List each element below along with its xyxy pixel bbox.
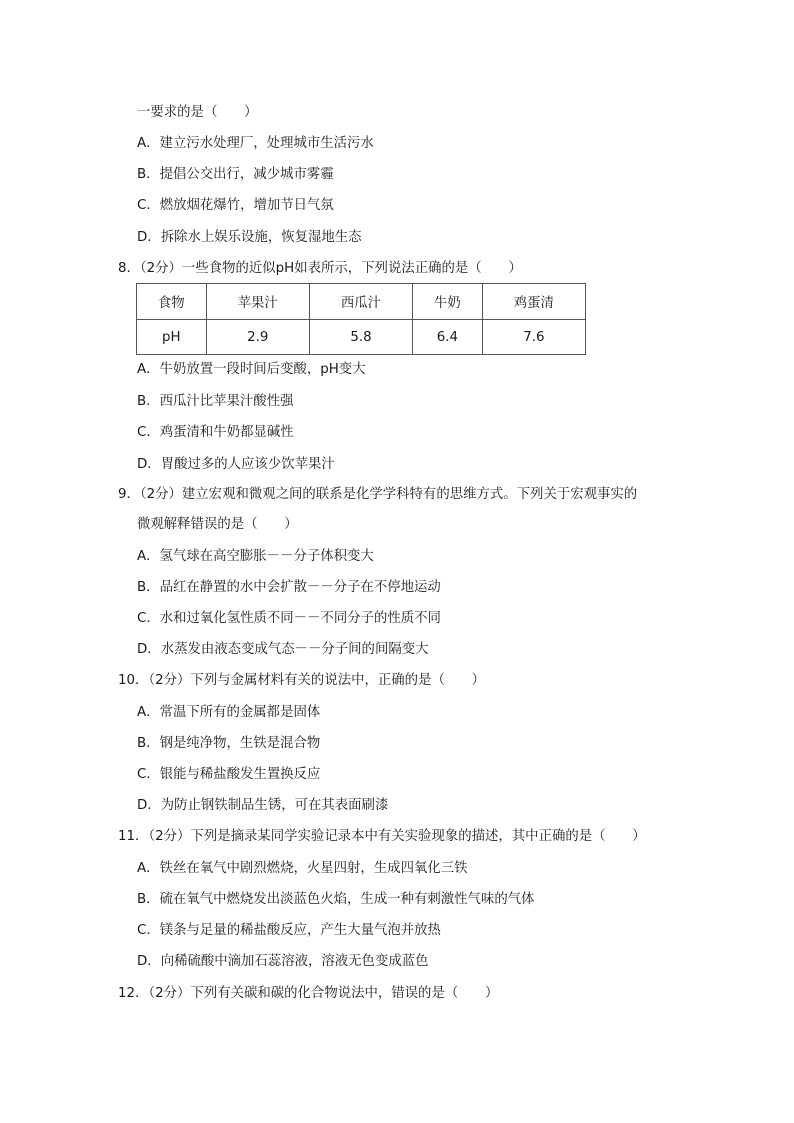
- q9-option-c: C．水和过氧化氢性质不同－－不同分子的性质不同: [137, 611, 441, 626]
- q10-option-c: C．银能与稀盐酸发生置换反应: [137, 767, 321, 782]
- q9-option-b: B．品红在静置的水中会扩散－－分子在不停地运动: [137, 580, 441, 595]
- q11-option-b: B．硫在氧气中燃烧发出淡蓝色火焰，生成一种有刺激性气味的气体: [137, 892, 535, 907]
- ph-table-cell: 2.9: [206, 320, 309, 355]
- ph-table-cell: 7.6: [482, 320, 585, 355]
- q9-option-d: D．水蒸发由液态变成气态－－分子间的间隔变大: [137, 642, 429, 657]
- prev-option-a: A．建立污水处理厂，处理城市生活污水: [137, 136, 374, 151]
- q8-stem: 8．（2分）一些食物的近似pH如表所示，下列说法正确的是（ ）: [118, 261, 522, 276]
- q10-stem: 10．（2分）下列与金属材料有关的说法中，正确的是（ ）: [118, 673, 486, 688]
- q10-option-d: D．为防止钢铁制品生锈，可在其表面刷漆: [137, 798, 389, 813]
- q10-option-b: B．钢是纯净物，生铁是混合物: [137, 736, 321, 751]
- q10-option-a: A．常温下所有的金属都是固体: [137, 705, 321, 720]
- q8-option-a: A．牛奶放置一段时间后变酸，pH变大: [137, 362, 366, 377]
- ph-table-header-cell: 西瓜汁: [309, 284, 412, 320]
- q9-stem-line2: 微观解释错误的是（ ）: [137, 517, 298, 532]
- q11-stem: 11．（2分）下列是摘录某同学实验记录本中有关实验现象的描述，其中正确的是（ ）: [118, 829, 646, 844]
- ph-table-header-cell: 苹果汁: [206, 284, 309, 320]
- q9-stem-line1: 9．（2分）建立宏观和微观之间的联系是化学学科特有的思维方式。下列关于宏观事实的: [118, 487, 638, 502]
- q12-stem: 12．（2分）下列有关碳和碳的化合物说法中，错误的是（ ）: [118, 986, 499, 1001]
- prev-question-continuation: 一要求的是（ ）: [137, 105, 258, 120]
- q8-option-d: D．胃酸过多的人应该少饮苹果汁: [137, 457, 335, 472]
- ph-table: [136, 283, 586, 355]
- ph-table-cell: pH: [137, 320, 207, 355]
- prev-option-c: C．燃放烟花爆竹，增加节日气氛: [137, 198, 334, 213]
- ph-table-cell: 5.8: [309, 320, 412, 355]
- prev-option-d: D．拆除水上娱乐设施，恢复湿地生态: [137, 230, 362, 245]
- prev-option-b: B．提倡公交出行，减少城市雾霾: [137, 167, 334, 182]
- q8-option-b: B．西瓜汁比苹果汁酸性强: [137, 394, 294, 409]
- q11-option-a: A．铁丝在氧气中剧烈燃烧，火星四射，生成四氧化三铁: [137, 861, 468, 876]
- ph-table-header-cell: 鸡蛋清: [482, 284, 585, 320]
- ph-table-header-cell: 食物: [137, 284, 207, 320]
- ph-table-header-row: [137, 284, 586, 320]
- ph-table-cell: 6.4: [413, 320, 483, 355]
- q11-option-c: C．镁条与足量的稀盐酸反应，产生大量气泡并放热: [137, 923, 441, 938]
- ph-table-header-cell: 牛奶: [413, 284, 483, 320]
- ph-table-value-row: [137, 320, 586, 355]
- q11-option-d: D．向稀硫酸中滴加石蕊溶液，溶液无色变成蓝色: [137, 954, 429, 969]
- q9-option-a: A．氢气球在高空膨胀－－分子体积变大: [137, 549, 374, 564]
- q8-option-c: C．鸡蛋清和牛奶都显碱性: [137, 425, 294, 440]
